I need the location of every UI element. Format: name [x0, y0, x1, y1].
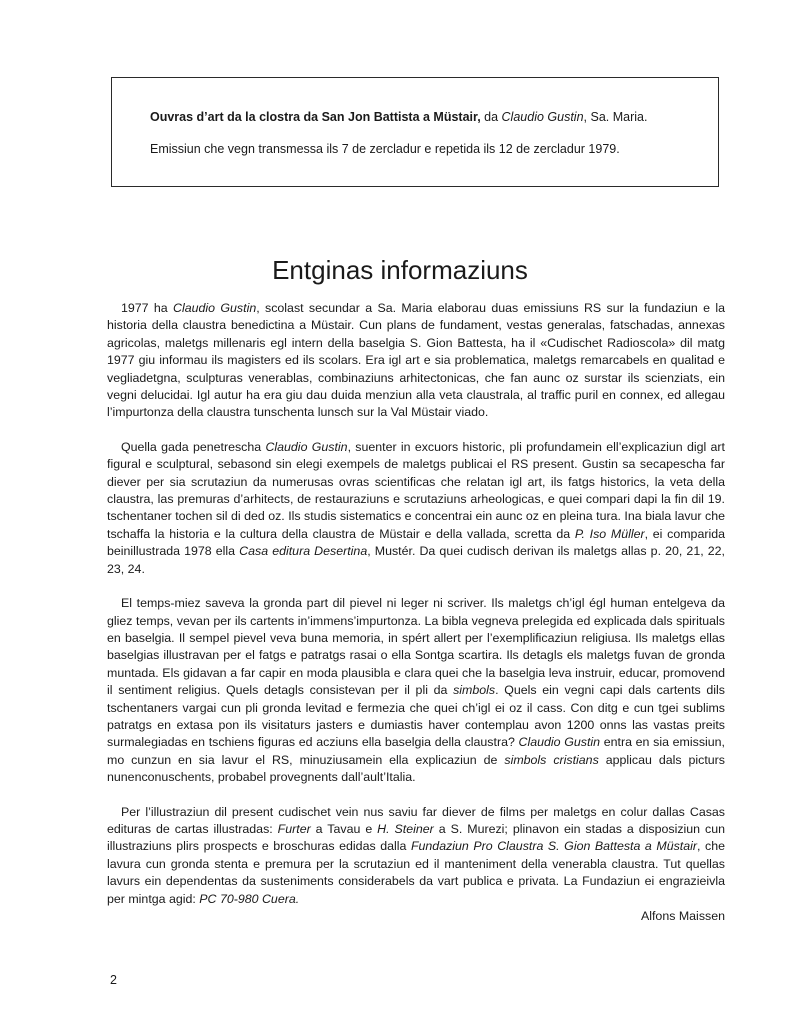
text-run: , Mustér. Da quei cudisch derivan ils maletgs allas p. 20, 21, 22, 23, 24.: [107, 544, 725, 576]
text-run: a Tavau e: [310, 821, 378, 836]
page-title: Entginas informaziuns: [272, 255, 528, 285]
paragraph-4: [107, 804, 725, 908]
italic-text: simbols cristians: [504, 752, 599, 767]
italic-text: Claudio Gustin: [501, 110, 584, 124]
italic-text: PC 70-980 Cuera.: [199, 891, 300, 906]
page-number: 2: [110, 973, 117, 987]
text-run: El temps-miez saveva la gronda part dil pievel ni leger ni scriver. Ils maletgs ch’igl égl human entelgeva da gliez temps, vevan per ils cartents in’immens’impurtonza. La bibla vegneva prelegida ed explicada dals spirituals en baselgia. Il sempel pievel veva buna memoria, in spért allert per l’exemplificaziun religiusa. Ils maletgs ellas baselgias illustravan per el fatgs e patratgs rasai o ella Sontga scartira. Ils detagls els maletgs fuvan de gronda muntada. Els gidavan a far capir en moda plausibla e clara quei che la baselgia leva instruir, educar, promovend il sentiment religius. Quels detagls consistevan per il pli da: [107, 596, 725, 698]
text-run: 1977 ha: [121, 301, 174, 315]
paragraph-2: [107, 439, 725, 578]
text-run: , ei comparida beinillustrada 1978 ella: [107, 526, 725, 559]
italic-text: Furter: [277, 821, 311, 836]
italic-text: Claudio Gustin: [518, 735, 601, 750]
text-run: da: [480, 110, 502, 124]
paragraph-1: [107, 300, 725, 422]
italic-text: P. Iso Müller: [574, 526, 645, 541]
italic-text: Claudio Gustin: [265, 439, 348, 454]
author-signature: Alfons Maissen: [640, 909, 725, 923]
italic-text: simbols: [453, 683, 496, 698]
italic-text: Fundaziun Pro Claustra S. Gion Battesta a Müstair: [410, 839, 697, 854]
text-run: Quella gada penetrescha: [121, 439, 266, 454]
italic-text: Casa editura Desertina: [239, 544, 368, 559]
text-run: , scolast secundar a Sa. Maria elaborau duas emissiuns RS sur la fundaziun e la historia della claustra benedictina a Müstair. Cun plans de fundament, vestas generalas, fatschadas, annexas agricolas, maletgs millenaris egl intern della baselgia S. Gion Battesta, ha il «Cudischet Radioscola» dil matg 1977 giu informau ils magisters ed ils scolars. Era igl art e sia problematica, maletgs remarcabels en qualitad e vegliadetgna, sculpturas venerablas, combinaziuns arhitectonicas, che fan aunc oz surstar ils scienziats, ein vegni delucidai. Igl autur ha era giu dau duida menziun alla veta claustrala, al traffic puril en connex, ed allegau l’impurtonza della claustra tunschenta lunsch sur la Val Müstair viado.: [107, 301, 726, 420]
text-run: a S. Murezi; plinavon ein stadas a disposiziun cun illustraziuns plirs prospects e broschuras edidas dalla: [107, 821, 725, 854]
text-run: Emissiun che vegn transmessa ils 7 de zercladur e repetida ils 12 de zercladur 1979.: [150, 142, 620, 156]
text-run: applicau dals picturs nunenconuschents, probabel provegnents dall’ault’Italia.: [107, 752, 725, 785]
article-body: [107, 300, 725, 925]
paragraph-3: [107, 595, 725, 786]
text-run: , suenter in excuors historic, pli profundamein ell’explicaziun digl art figural e sculptural, sebasond sin elegi exempels de maletgs publicai el RS present. Gustin sa secapescha far diever per sia scrutaziun da numerusas ovras scientificas che relatan igl art, ils fatgs historics, la veta della claustra, las premuras d’arhitects, de restauraziuns e scrutaziuns arheologicas, e quei compari dapi la fin dil 19. tschentaner tochen sil di ded oz. Ils studis sistematics e concentrai ein aunc oz en pleina tura. Ina biala lavur che tschaffa la historia e la cultura della claustra de Müstair e della vallada, scretta da: [107, 439, 725, 541]
broadcast-info-box: [111, 77, 719, 187]
box-line-1: [150, 110, 647, 124]
italic-text: H. Steiner: [377, 821, 434, 836]
box-line-2: [150, 142, 620, 156]
text-run: , che lavura cun gronda stenta e premura per la scrutaziun ed il manteniment della venerabla claustra. Tut quellas lavurs ein dependentas da susteniments considerabels da vart publica e privata. La Fundaziun ei engrazieivla per mintga agid:: [107, 839, 725, 906]
text-run: entra en sia emissiun, mo cunzun en sia lavur el RS, minuziusamein ella explicaziun de: [107, 735, 725, 767]
text-run: Per l’illustraziun dil present cudischet vein nus saviu far diever de films per maletgs en colur dallas Casas edituras de cartas illustradas:: [107, 804, 725, 836]
text-run: , Sa. Maria.: [583, 110, 648, 124]
text-run: . Quels ein vegni capi dals cartents dils tschentaners vargai cun pli gronda levitad e fermezia che quei ch’igl ei oz il cass. Con ditg e cun tgei sublims patratgs en extasa pon ils visitaturs jasters e dumiastis haver contemplau avon 1200 onns las vastas preits surmalegiadas en tschiens figuras ed acziuns ella baselgia della claustra?: [107, 683, 725, 750]
italic-text: Claudio Gustin: [173, 301, 257, 315]
bold-text: Ouvras d’art da la clostra da San Jon Battista a Müstair,: [150, 110, 481, 124]
